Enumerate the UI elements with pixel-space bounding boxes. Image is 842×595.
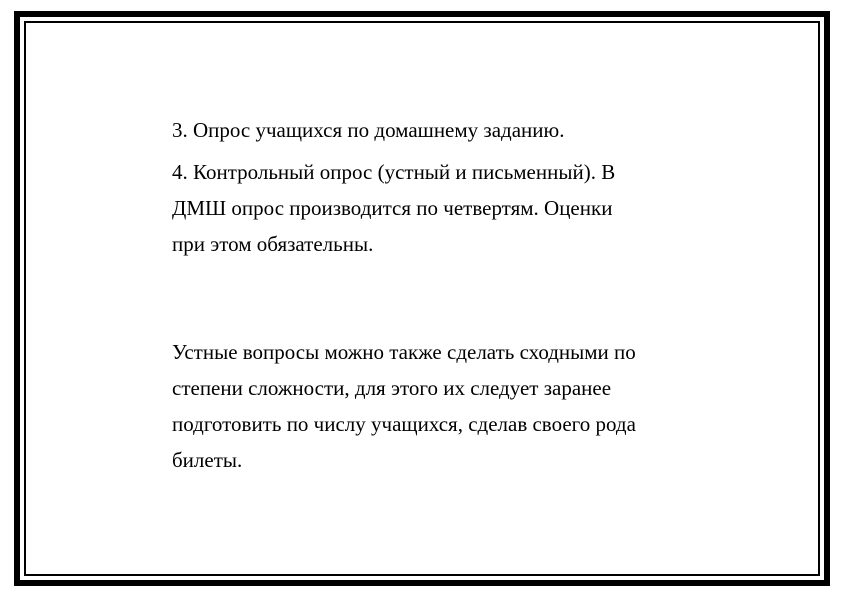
list-item-4-line-2: ДМШ опрос производится по четвертям. Оценки (172, 196, 613, 220)
list-item-4-line-3: при этом обязательны. (172, 232, 374, 256)
oral-paragraph-line-3: подготовить по числу учащихся, сделав своего рода (172, 412, 636, 436)
list-item-4-line-1: 4. Контрольный опрос (устный и письменный). В (172, 160, 616, 184)
outer-border-frame (14, 11, 830, 586)
list-item-3-text: 3. Опрос учащихся по домашнему заданию. (172, 118, 565, 142)
list-item-3 (172, 112, 692, 148)
oral-paragraph-line-2: степени сложности, для этого их следует заранее (172, 376, 612, 400)
oral-questions-paragraph (172, 334, 732, 478)
oral-paragraph-line-4: билеты. (172, 448, 243, 472)
list-item-4 (172, 154, 692, 262)
inner-border-frame (24, 21, 820, 576)
oral-paragraph-line-1: Устные вопросы можно также сделать сходными по (172, 340, 636, 364)
